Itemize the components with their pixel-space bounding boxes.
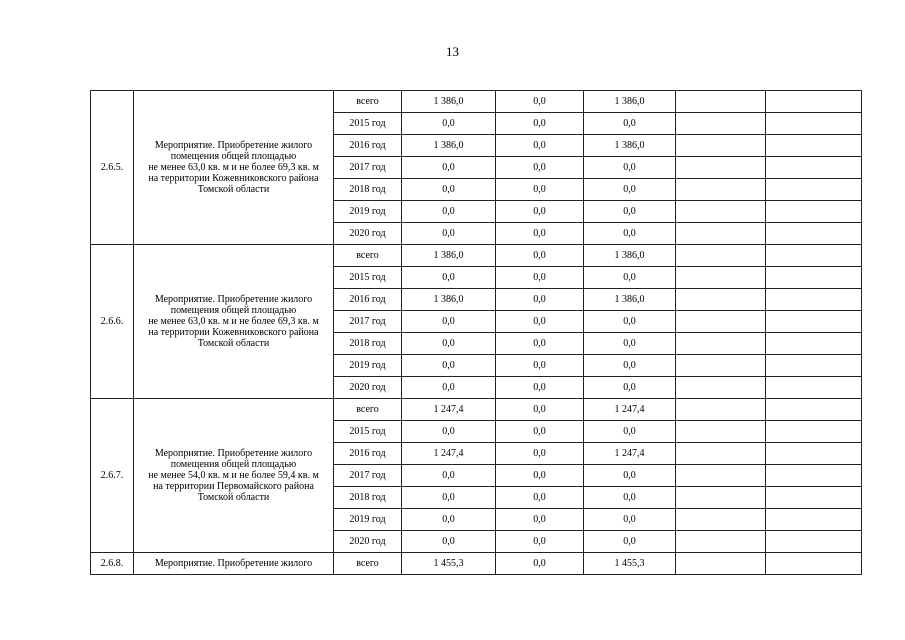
empty-cell: [676, 399, 766, 421]
empty-cell: [676, 289, 766, 311]
empty-cell: [766, 245, 862, 267]
empty-cell: [676, 531, 766, 553]
total-value: 1 386,0: [402, 245, 496, 267]
budget-value: 1 247,4: [584, 443, 676, 465]
period-label: 2017 год: [334, 311, 402, 333]
total-value: 1 386,0: [402, 91, 496, 113]
total-value: 0,0: [402, 355, 496, 377]
total-value: 0,0: [402, 113, 496, 135]
description-line: Мероприятие. Приобретение жилого: [154, 294, 313, 305]
zero-value: 0,0: [496, 333, 584, 355]
zero-value: 0,0: [496, 487, 584, 509]
period-label: 2016 год: [334, 443, 402, 465]
period-label: 2016 год: [334, 289, 402, 311]
description-line: Томской области: [197, 338, 270, 349]
empty-cell: [766, 553, 862, 575]
item-number: 2.6.7.: [91, 399, 134, 553]
budget-value: 0,0: [584, 179, 676, 201]
empty-cell: [766, 509, 862, 531]
empty-cell: [766, 465, 862, 487]
period-label: всего: [334, 91, 402, 113]
zero-value: 0,0: [496, 157, 584, 179]
description-line: не менее 54,0 кв. м и не более 59,4 кв. м: [148, 470, 319, 481]
budget-value: 0,0: [584, 355, 676, 377]
empty-cell: [766, 223, 862, 245]
zero-value: 0,0: [496, 531, 584, 553]
empty-cell: [766, 113, 862, 135]
zero-value: 0,0: [496, 509, 584, 531]
empty-cell: [676, 443, 766, 465]
zero-value: 0,0: [496, 91, 584, 113]
budget-value: 1 386,0: [584, 91, 676, 113]
budget-value: 0,0: [584, 377, 676, 399]
empty-cell: [676, 245, 766, 267]
funding-table: [90, 90, 862, 575]
empty-cell: [676, 355, 766, 377]
total-value: 0,0: [402, 465, 496, 487]
budget-value: 1 386,0: [584, 135, 676, 157]
zero-value: 0,0: [496, 267, 584, 289]
empty-cell: [766, 399, 862, 421]
empty-cell: [676, 421, 766, 443]
period-label: 2015 год: [334, 267, 402, 289]
empty-cell: [766, 267, 862, 289]
budget-value: 0,0: [584, 267, 676, 289]
total-value: 1 386,0: [402, 289, 496, 311]
empty-cell: [676, 135, 766, 157]
budget-value: 1 247,4: [584, 399, 676, 421]
zero-value: 0,0: [496, 355, 584, 377]
description-line: помещения общей площадью: [170, 151, 297, 162]
period-label: 2015 год: [334, 421, 402, 443]
budget-value: 0,0: [584, 509, 676, 531]
description-line: не менее 63,0 кв. м и не более 69,3 кв. м: [148, 162, 319, 173]
period-label: всего: [334, 553, 402, 575]
period-label: 2016 год: [334, 135, 402, 157]
zero-value: 0,0: [496, 421, 584, 443]
budget-value: 1 386,0: [584, 245, 676, 267]
budget-value: 0,0: [584, 531, 676, 553]
empty-cell: [766, 311, 862, 333]
zero-value: 0,0: [496, 113, 584, 135]
empty-cell: [766, 421, 862, 443]
empty-cell: [676, 179, 766, 201]
period-label: 2018 год: [334, 179, 402, 201]
description-line: Мероприятие. Приобретение жилого: [154, 558, 313, 569]
zero-value: 0,0: [496, 245, 584, 267]
zero-value: 0,0: [496, 377, 584, 399]
table-row: [91, 245, 862, 267]
empty-cell: [766, 91, 862, 113]
item-number: 2.6.5.: [91, 91, 134, 245]
total-value: 0,0: [402, 377, 496, 399]
budget-value: 1 386,0: [584, 289, 676, 311]
total-value: 1 386,0: [402, 135, 496, 157]
empty-cell: [766, 487, 862, 509]
zero-value: 0,0: [496, 135, 584, 157]
period-label: 2015 год: [334, 113, 402, 135]
total-value: 0,0: [402, 179, 496, 201]
period-label: 2018 год: [334, 487, 402, 509]
period-label: 2020 год: [334, 223, 402, 245]
empty-cell: [766, 443, 862, 465]
period-label: 2019 год: [334, 201, 402, 223]
empty-cell: [766, 355, 862, 377]
empty-cell: [676, 553, 766, 575]
empty-cell: [676, 201, 766, 223]
description-line: не менее 63,0 кв. м и не более 69,3 кв. м: [148, 316, 319, 327]
total-value: 1 455,3: [402, 553, 496, 575]
table-row: [91, 553, 862, 575]
budget-value: 0,0: [584, 487, 676, 509]
period-label: всего: [334, 245, 402, 267]
description-line: Мероприятие. Приобретение жилого: [154, 140, 313, 151]
empty-cell: [676, 91, 766, 113]
page-number: 13: [446, 44, 459, 59]
budget-value: 0,0: [584, 333, 676, 355]
budget-value: 0,0: [584, 421, 676, 443]
total-value: 0,0: [402, 157, 496, 179]
empty-cell: [676, 333, 766, 355]
empty-cell: [676, 267, 766, 289]
item-description: [134, 91, 334, 245]
total-value: 0,0: [402, 333, 496, 355]
total-value: 0,0: [402, 223, 496, 245]
description-line: помещения общей площадью: [170, 305, 297, 316]
description-line: на территории Кожевниковского района: [148, 327, 319, 338]
zero-value: 0,0: [496, 223, 584, 245]
item-description: [134, 245, 334, 399]
empty-cell: [676, 509, 766, 531]
period-label: 2019 год: [334, 509, 402, 531]
empty-cell: [676, 113, 766, 135]
period-label: всего: [334, 399, 402, 421]
empty-cell: [766, 377, 862, 399]
budget-value: 0,0: [584, 157, 676, 179]
budget-value: 0,0: [584, 465, 676, 487]
period-label: 2017 год: [334, 157, 402, 179]
empty-cell: [766, 333, 862, 355]
total-value: 1 247,4: [402, 443, 496, 465]
table-row: [91, 91, 862, 113]
total-value: 0,0: [402, 311, 496, 333]
empty-cell: [676, 157, 766, 179]
zero-value: 0,0: [496, 289, 584, 311]
zero-value: 0,0: [496, 553, 584, 575]
period-label: 2019 год: [334, 355, 402, 377]
zero-value: 0,0: [496, 399, 584, 421]
total-value: 1 247,4: [402, 399, 496, 421]
empty-cell: [766, 179, 862, 201]
empty-cell: [676, 465, 766, 487]
budget-value: 0,0: [584, 201, 676, 223]
total-value: 0,0: [402, 201, 496, 223]
item-description: [134, 553, 334, 575]
zero-value: 0,0: [496, 311, 584, 333]
empty-cell: [676, 223, 766, 245]
empty-cell: [676, 311, 766, 333]
empty-cell: [676, 487, 766, 509]
total-value: 0,0: [402, 487, 496, 509]
description-line: на территории Первомайского района: [153, 481, 314, 492]
total-value: 0,0: [402, 267, 496, 289]
period-label: 2020 год: [334, 531, 402, 553]
zero-value: 0,0: [496, 179, 584, 201]
empty-cell: [766, 135, 862, 157]
table-row: [91, 399, 862, 421]
zero-value: 0,0: [496, 201, 584, 223]
empty-cell: [766, 201, 862, 223]
budget-value: 0,0: [584, 223, 676, 245]
period-label: 2020 год: [334, 377, 402, 399]
total-value: 0,0: [402, 509, 496, 531]
empty-cell: [766, 157, 862, 179]
empty-cell: [676, 377, 766, 399]
budget-value: 0,0: [584, 311, 676, 333]
budget-value: 1 455,3: [584, 553, 676, 575]
empty-cell: [766, 531, 862, 553]
description-line: Томской области: [197, 184, 270, 195]
description-line: помещения общей площадью: [170, 459, 297, 470]
item-description: [134, 399, 334, 553]
description-line: на территории Кожевниковского района: [148, 173, 319, 184]
description-line: Мероприятие. Приобретение жилого: [154, 448, 313, 459]
item-number: 2.6.8.: [91, 553, 134, 575]
description-line: Томской области: [197, 492, 270, 503]
zero-value: 0,0: [496, 443, 584, 465]
total-value: 0,0: [402, 531, 496, 553]
period-label: 2018 год: [334, 333, 402, 355]
item-number: 2.6.6.: [91, 245, 134, 399]
empty-cell: [766, 289, 862, 311]
total-value: 0,0: [402, 421, 496, 443]
period-label: 2017 год: [334, 465, 402, 487]
zero-value: 0,0: [496, 465, 584, 487]
budget-value: 0,0: [584, 113, 676, 135]
